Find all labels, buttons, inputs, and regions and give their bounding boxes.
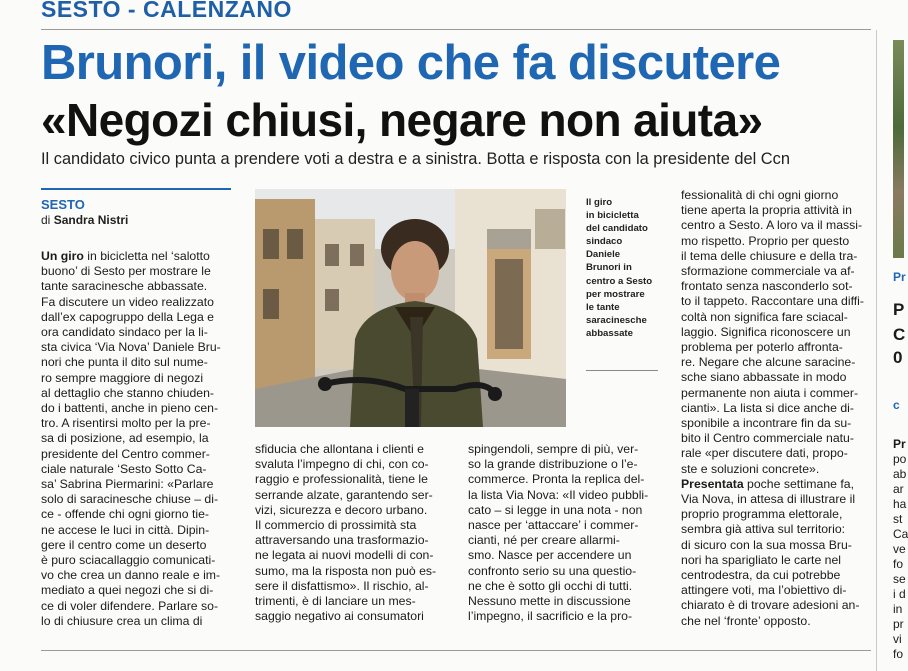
adjacent-text-fragment: 0	[893, 348, 903, 367]
text-line: gere il centro come un deserto	[41, 537, 207, 552]
text-line: attraversando una trasformazio-	[255, 533, 429, 548]
text-line: svaluta l’impegno di chi, con co-	[255, 457, 429, 472]
article-column-2	[255, 442, 450, 624]
text-line: do i battenti, anche in pieno cen-	[41, 401, 219, 416]
text-line: di sicuro con la sua mossa Bru-	[681, 537, 852, 552]
adjacent-text-fragment: ar	[893, 482, 904, 496]
text-line: ciale naturale ‘Sesto Sotto Ca-	[41, 461, 207, 476]
adjacent-text-fragment: pr	[893, 617, 904, 631]
text-line: re. Negare che alcune saracine-	[681, 355, 856, 370]
text-line: ne legata ai nuovi modelli di con-	[255, 548, 434, 563]
text-line: sformazione commerciale va af-	[681, 264, 855, 279]
article-column-4	[681, 188, 871, 629]
text-line: problema per poterlo affronta-	[681, 340, 843, 355]
text-line: proprio programma elettorale,	[681, 507, 843, 522]
text-line: Presentata poche settimane fa,	[681, 476, 854, 491]
text-line: confronto serio su una questio-	[468, 563, 637, 578]
caption-line: Il giro	[586, 197, 613, 208]
adjacent-text-fragment: Pr	[893, 270, 906, 284]
adjacent-text-fragment: ha	[893, 497, 907, 511]
text-line: frontato senza nasconderlo sot-	[681, 279, 853, 294]
adjacent-article-photo	[893, 40, 904, 258]
text-line: chiarato è di trovare adesioni an-	[681, 598, 860, 613]
text-line: ro sempre maggiore di negozi	[41, 370, 204, 385]
text-line: laggio. Significa riconoscere un	[681, 324, 851, 339]
byline-prefix: di	[41, 213, 51, 227]
text-line: cianti». La lista si dice anche di-	[681, 400, 854, 415]
text-line: sere il disfattismo». Il rischio, al-	[255, 578, 429, 593]
text-line: fessionalità di chi ogni giorno	[681, 188, 839, 202]
text-line: centrodestra, da cui potrebbe	[681, 568, 841, 583]
caption-line: centro a Sesto	[586, 275, 653, 287]
text-line: Nessuno mette in discussione	[468, 594, 631, 609]
text-line: la lista Via Nova: «Il video pubbli-	[468, 487, 649, 502]
text-line: trimenti, è di lanciare un mes-	[255, 594, 416, 609]
cyclist-photo-illustration	[255, 189, 566, 427]
text-line: il tema delle chiusure e della tra-	[681, 248, 858, 263]
text-line: Il commercio di prossimità sta	[255, 518, 417, 533]
article-photo	[255, 189, 566, 427]
caption-line: le tante	[586, 301, 620, 313]
text-line: sta civica ‘Via Nova’ Daniele Bru-	[41, 340, 221, 355]
text-line: so la grande distribuzione o l’e-	[468, 457, 638, 472]
text-line: ne accese le luci in città. Dipin-	[41, 522, 210, 537]
text-line: solo di saracinesche chiuse – di-	[41, 492, 219, 507]
text-line: coltà non significa fare sciacal-	[681, 309, 848, 324]
text-line: mediato a quei negozi che si di-	[41, 583, 214, 598]
text-line: to il tappeto. Raccontare una diffi-	[681, 294, 864, 309]
section-header: SESTO - CALENZANO	[41, 0, 292, 22]
adjacent-text-fragment: st	[893, 512, 903, 526]
adjacent-text-fragment: se	[893, 572, 906, 586]
text-line: sembra già attiva sul territorio:	[681, 522, 846, 537]
adjacent-text-fragment: in	[893, 602, 903, 616]
caption-rule	[586, 370, 658, 371]
text-line: tiene aperta la propria attività in	[681, 203, 852, 218]
text-line: Via Nova, in attesa di illustrare il	[681, 492, 856, 507]
text-line: ne che è sotto gli occhi di tutti.	[468, 578, 633, 593]
adjacent-text-fragment: ve	[893, 542, 906, 556]
adjacent-text-fragment: P	[893, 300, 905, 319]
adjacent-text-fragment: i d	[893, 587, 906, 601]
text-line: Un giro in bicicletta nel ‘salotto	[41, 249, 210, 263]
text-line: raggio e professionalità, tiene le	[255, 472, 428, 487]
caption-line: saracinesche	[586, 314, 647, 326]
kicker-rule	[41, 188, 231, 190]
caption-line: del candidato	[586, 223, 648, 235]
text-line: mo rispetto. Proprio per questo	[681, 233, 850, 248]
text-line: cianti, né per creare allarmi-	[468, 533, 620, 548]
text-line: che nel ‘fronte’ opposto.	[681, 613, 811, 628]
text-line: è puro sciacallaggio comunicati-	[41, 553, 216, 568]
bottom-rule	[41, 650, 871, 651]
photo-caption	[586, 196, 666, 340]
text-line: nasce per ‘attaccare’ i commer-	[468, 518, 639, 533]
top-rule	[41, 29, 871, 30]
text-line: al dettaglio che stanno chiuden-	[41, 385, 214, 400]
caption-line: abbassate	[586, 327, 633, 339]
caption-line: sindaco	[586, 236, 623, 248]
text-line: ce di voler difendere. Parlare so-	[41, 598, 219, 613]
text-line: ora candidato sindaco per la li-	[41, 325, 208, 340]
text-line: vizi, sicurezza e decoro urbano.	[255, 502, 428, 517]
text-line: nori che punta il dito sul nume-	[41, 355, 208, 370]
text-line: bito il Centro commerciale natu-	[681, 431, 854, 446]
adjacent-text-fragment: C	[893, 325, 906, 344]
headline-summary: Il candidato civico punta a prendere voti a destra e a sinistra. Botta e risposta con la presidente del Ccn	[41, 150, 790, 168]
text-line: smo. Nasce per accendere un	[468, 548, 632, 563]
text-line: lo di chiusure crea un clima di	[41, 613, 203, 628]
text-line: ste e soluzioni concrete».	[681, 461, 820, 476]
caption-line: in bicicletta	[586, 210, 639, 222]
caption-line: Brunori in	[586, 262, 632, 274]
text-line: vo che crea un danno reale e im-	[41, 568, 221, 583]
text-line: Fa discutere un video realizzato	[41, 294, 214, 309]
article-column-1	[41, 249, 233, 629]
text-line: sa di posizione, ad esempio, la	[41, 431, 209, 446]
text-line: sponibile a incontrare fin da su-	[681, 416, 852, 431]
text-line: buono’ di Sesto per mostrare le	[41, 264, 211, 279]
text-line: l’impegno, il sacrificio e la pro-	[468, 609, 633, 624]
adjacent-text-fragment: fo	[893, 557, 904, 571]
text-line: attingere voti, ma l’obiettivo di-	[681, 583, 847, 598]
text-line: rale «per discutere dati, propo-	[681, 446, 848, 461]
adjacent-text-fragment: Pr	[893, 437, 906, 451]
text-line: centro a Sesto. A loro va il massi-	[681, 218, 863, 233]
text-line: cato – si legge in una nota - non	[468, 502, 643, 517]
text-line: saggio negativo ai consumatori	[255, 609, 424, 624]
text-line: serrande alzate, garantendo ser-	[255, 487, 433, 502]
text-line: sa’ Sabrina Piermarini: «Parlare	[41, 477, 214, 492]
caption-line: per mostrare	[586, 288, 645, 300]
lead-words: Un giro	[41, 249, 84, 263]
text-line: tro. A risentirsi molto per la pre-	[41, 416, 211, 431]
text-line: spingendoli, sempre di più, ver-	[468, 442, 639, 456]
text-line: tante saracinesche abbassate.	[41, 279, 208, 294]
text-line: sfiducia che allontana i clienti e	[255, 442, 424, 456]
text-line: dall’ex capogruppo della Lega e	[41, 309, 214, 324]
adjacent-text-fragment: vi	[893, 632, 902, 646]
text-line: commerce. Pronta la replica del-	[468, 472, 645, 487]
article-column-3	[468, 442, 660, 624]
text-line: presidente del Centro commer-	[41, 446, 210, 461]
adjacent-text-fragment: po	[893, 452, 907, 466]
caption-line: Daniele	[586, 249, 621, 261]
adjacent-text-fragment: c	[893, 398, 900, 412]
byline-author: Sandra Nistri	[53, 213, 129, 227]
text-line: sumo, ma la risposta non può es-	[255, 563, 437, 578]
adjacent-text-fragment: fo	[893, 647, 904, 661]
headline-title: Brunori, il video che fa discutere	[41, 36, 781, 90]
text-line: permanente non aiuta i commer-	[681, 385, 859, 400]
text-line: nori ha sparigliato le carte nel	[681, 552, 842, 567]
adjacent-text-fragment: Ca	[893, 527, 908, 541]
adjacent-text-fragment: ab	[893, 467, 907, 481]
lead-words: Presentata	[681, 476, 744, 491]
text-line: ce - offende chi ogni giorno tie-	[41, 507, 209, 522]
byline	[41, 213, 128, 227]
headline-subtitle: «Negozi chiusi, negare non aiuta»	[41, 94, 763, 146]
kicker: SESTO	[41, 197, 85, 212]
text-line: sche siano abbassate in modo	[681, 370, 847, 385]
column-divider	[876, 30, 877, 671]
